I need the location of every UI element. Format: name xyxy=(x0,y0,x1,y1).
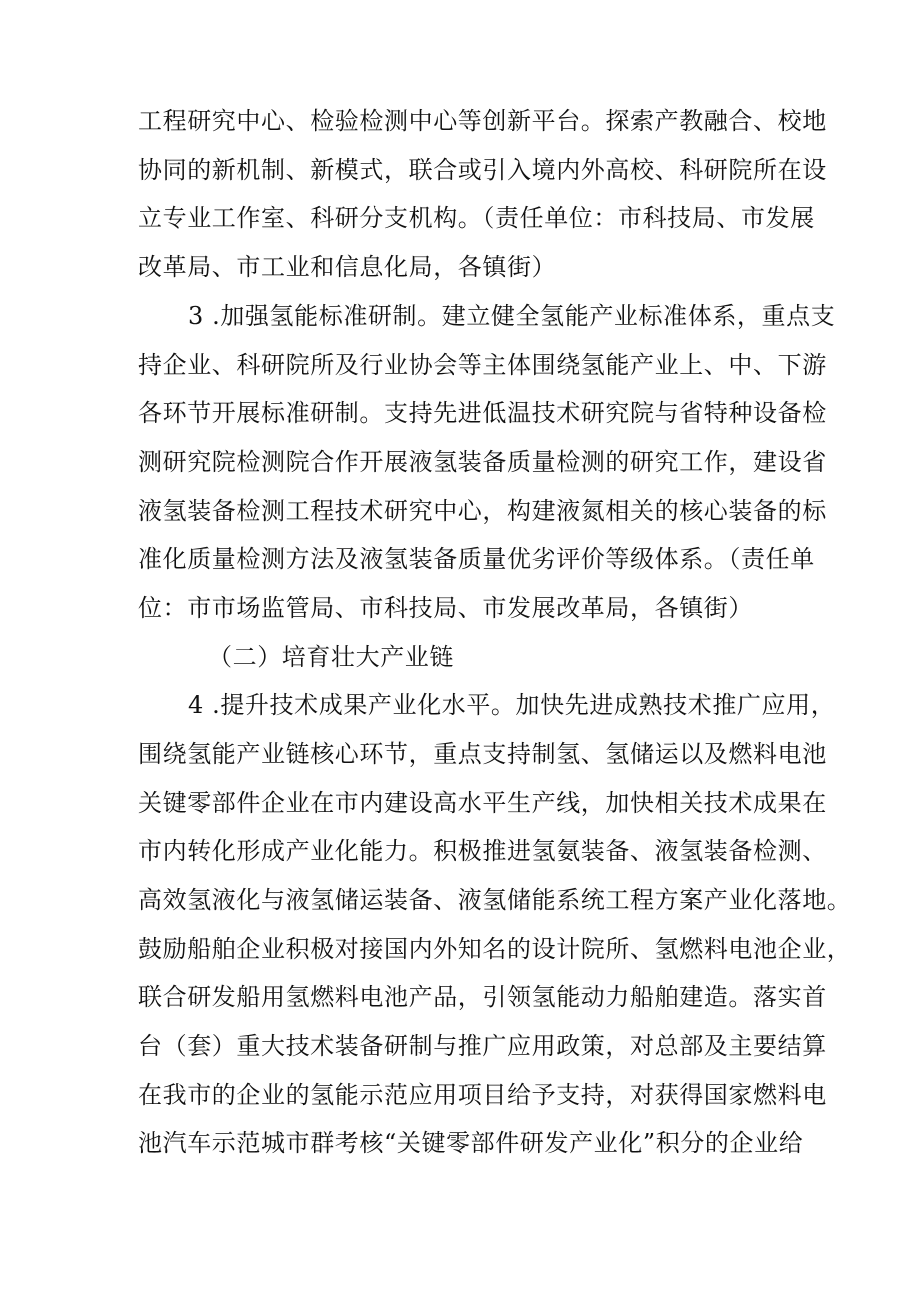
text-line: 改革局、市工业和信息化局，各镇街） xyxy=(138,253,557,281)
text-line: 位：市市场监管局、市科技局、市发展改革局，各镇街） xyxy=(138,594,753,622)
text-line: 围绕氢能产业链核心环节，重点支持制氢、氢储运以及燃料电池 xyxy=(138,740,827,768)
text-line: 测研究院检测院合作开展液氢装备质量检测的研究工作，建设省 xyxy=(138,448,827,476)
paragraph-3-heading-line: 3 .加强氢能标准研制。建立健全氢能产业标准体系，重点支 xyxy=(188,302,836,330)
text-line: 各环节开展标准研制。支持先进低温技术研究院与省特种设备检 xyxy=(138,399,827,427)
text-line: 液氢装备检测工程技术研究中心，构建液氮相关的核心装备的标 xyxy=(138,497,827,525)
text-line: 市内转化形成产业化能力。积极推进氢氨装备、液氢装备检测、 xyxy=(138,837,827,865)
text-line: 协同的新机制、新模式，联合或引入境内外高校、科研院所在设 xyxy=(138,156,827,184)
text-line: 鼓励船舶企业积极对接国内外知名的设计院所、氢燃料电池企业， xyxy=(138,935,852,963)
text-line: 在我市的企业的氢能示范应用项目给予支持，对获得国家燃料电 xyxy=(138,1081,827,1109)
text-line: 台（套）重大技术装备研制与推广应用政策，对总部及主要结算 xyxy=(138,1032,827,1060)
paragraph-4-heading-line: 4 .提升技术成果产业化水平。加快先进成熟技术推广应用， xyxy=(188,691,836,719)
text-line: 高效氢液化与液氢储运装备、液氢储能系统工程方案产业化落地。 xyxy=(138,886,852,914)
text-line: 工程研究中心、检验检测中心等创新平台。探索产教融合、校地 xyxy=(138,107,827,135)
text-line: 联合研发船用氢燃料电池产品，引领氢能动力船舶建造。落实首 xyxy=(138,983,827,1011)
text-line: 池汽车示范城市群考核“关键零部件研发产业化”积分的企业给 xyxy=(138,1129,804,1157)
text-line: 关键零部件企业在市内建设高水平生产线，加快相关技术成果在 xyxy=(138,789,827,817)
text-line: 准化质量检测方法及液氢装备质量优劣评价等级体系。（责任单 xyxy=(138,545,815,573)
text-line: 立专业工作室、科研分支机构。（责任单位：市科技局、市发展 xyxy=(138,204,815,232)
section-heading: （二）培育壮大产业链 xyxy=(208,643,454,671)
text-line: 持企业、科研院所及行业协会等主体围绕氢能产业上、中、下游 xyxy=(138,351,827,379)
